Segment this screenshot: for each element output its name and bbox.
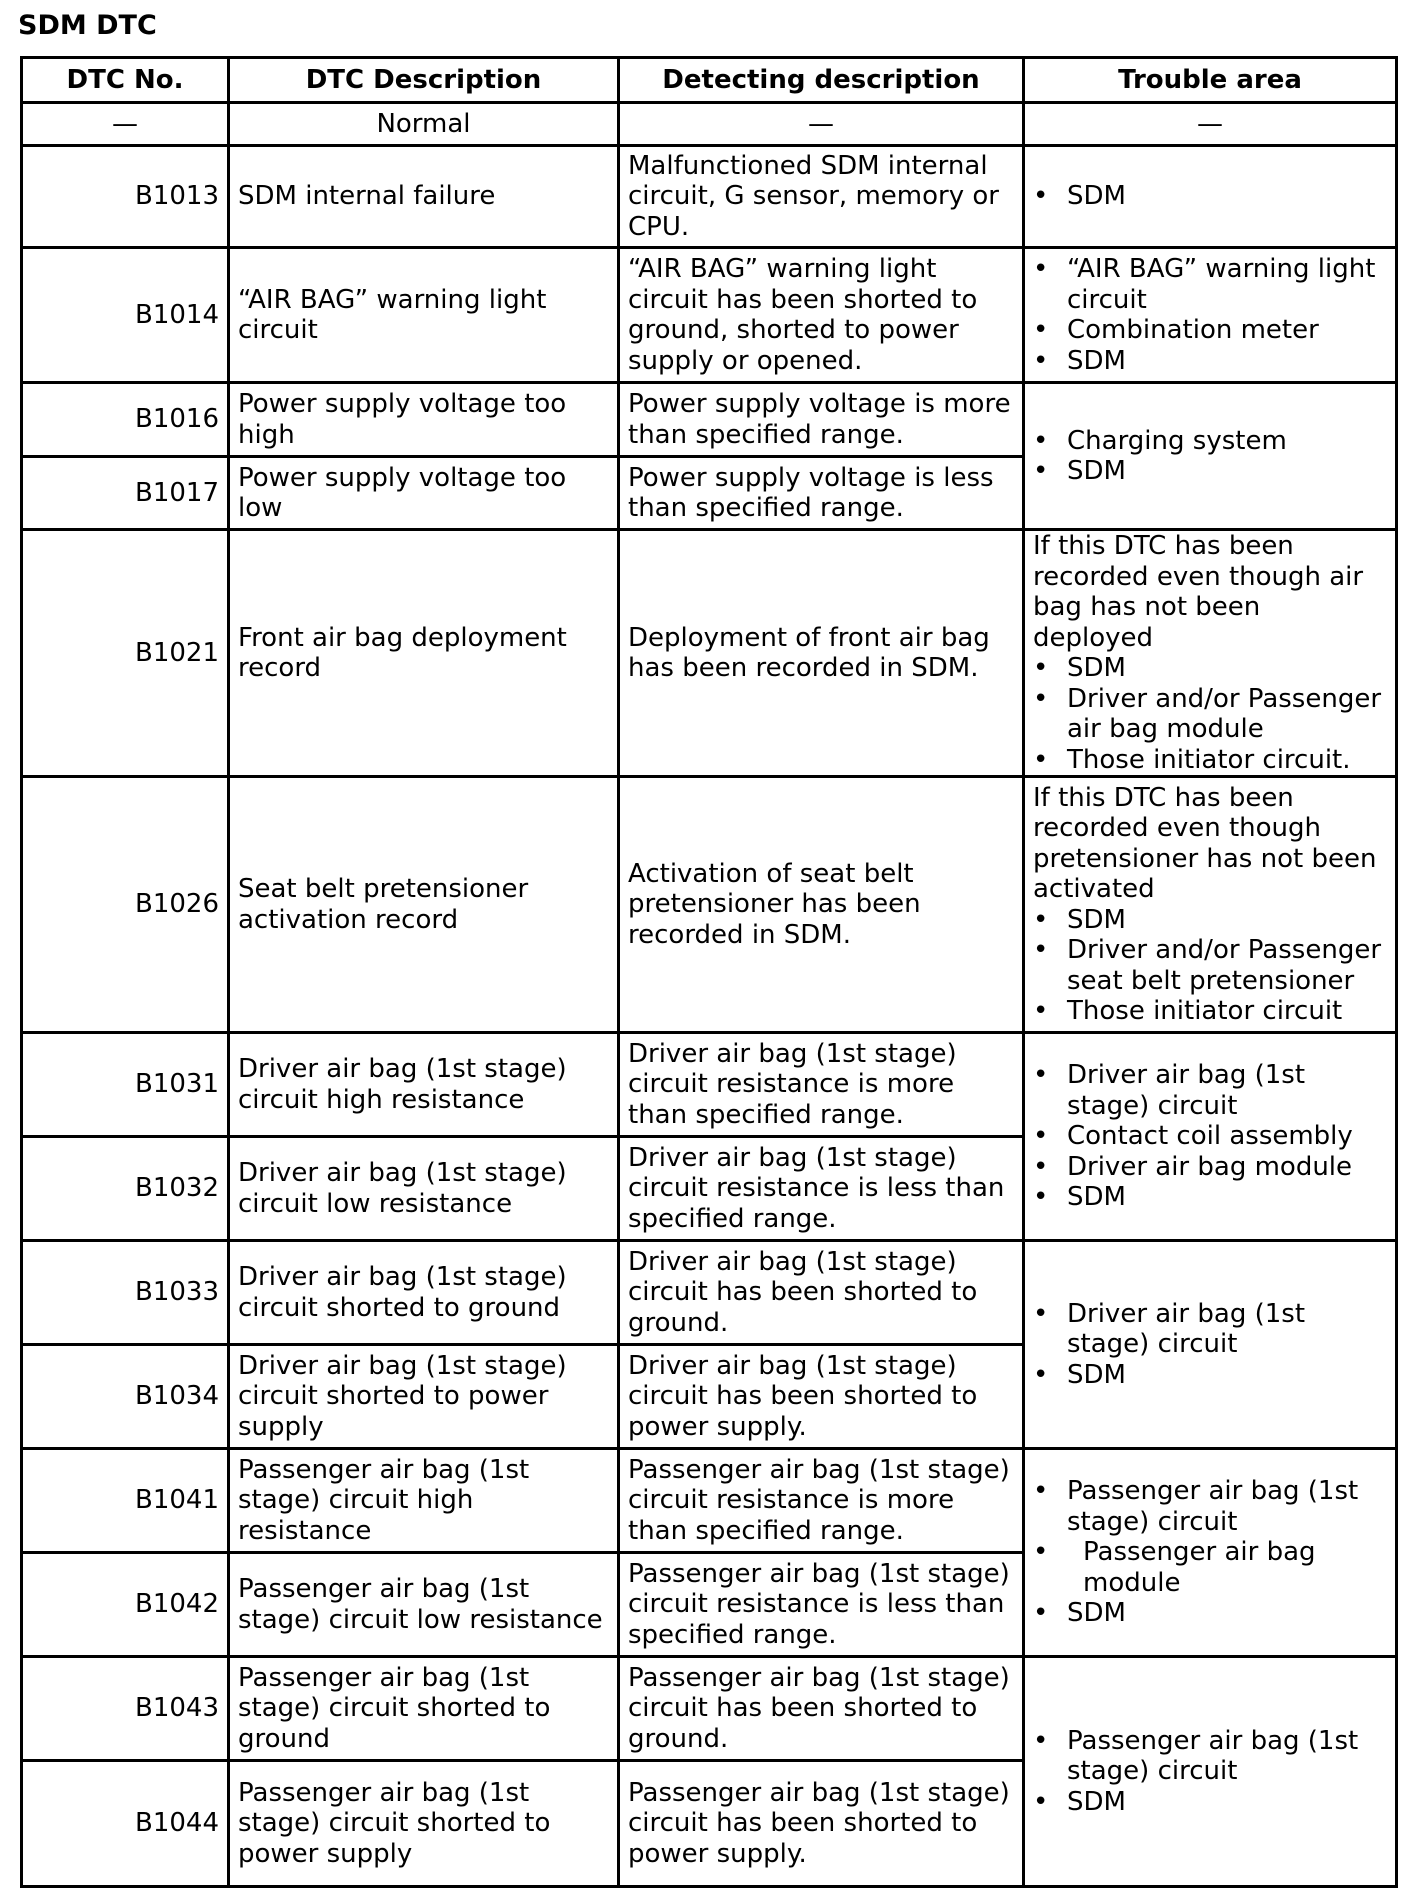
trouble-area-list <box>1033 653 1387 775</box>
dtc-no-cell: B1014 <box>22 248 229 383</box>
trouble-area-item: • Driver air bag module <box>1033 1152 1387 1183</box>
page-title: SDM DTC <box>18 10 157 41</box>
trouble-area-item: • Those initiator circuit. <box>1033 745 1387 776</box>
dtc-no-cell: B1041 <box>22 1449 229 1553</box>
trouble-area-cell <box>1024 1241 1397 1449</box>
dtc-description-cell: Front air bag deployment record <box>229 530 619 777</box>
detecting-description-cell: — <box>619 103 1024 146</box>
trouble-area-cell <box>1024 1657 1397 1887</box>
table-row <box>22 1449 1397 1553</box>
table-row <box>22 1657 1397 1761</box>
dtc-description-cell: Passenger air bag (1st stage) circuit high resistance <box>229 1449 619 1553</box>
detecting-description-cell: “AIR BAG” warning light circuit has been shorted to ground, shorted to power supply or opened. <box>619 248 1024 383</box>
trouble-area-item: • Charging system <box>1033 426 1387 457</box>
trouble-area-item: • SDM <box>1033 653 1387 684</box>
dtc-no-cell: B1044 <box>22 1761 229 1887</box>
dtc-no-cell: B1032 <box>22 1137 229 1241</box>
dtc-description-cell: Driver air bag (1st stage) circuit low resistance <box>229 1137 619 1241</box>
trouble-area-item: • SDM <box>1033 1598 1387 1629</box>
dtc-no-cell: B1042 <box>22 1553 229 1657</box>
table-row <box>22 248 1397 383</box>
trouble-area-item: • Contact coil assembly <box>1033 1121 1387 1152</box>
dtc-description-cell: Seat belt pretensioner activation record <box>229 777 619 1033</box>
dtc-no-cell: B1021 <box>22 530 229 777</box>
trouble-area-item: • SDM <box>1033 346 1387 377</box>
trouble-area-item: • SDM <box>1033 1182 1387 1213</box>
header-trouble-area: Trouble area <box>1024 58 1397 103</box>
table-row <box>22 383 1397 457</box>
dtc-no-cell: B1013 <box>22 146 229 248</box>
trouble-area-list <box>1033 1476 1387 1629</box>
detecting-description-cell: Passenger air bag (1st stage) circuit has been shorted to power supply. <box>619 1761 1024 1887</box>
trouble-area-list <box>1033 426 1387 487</box>
trouble-area-item: • Passenger air bag module <box>1033 1537 1387 1598</box>
table-row-normal <box>22 103 1397 146</box>
dtc-description-cell: SDM internal failure <box>229 146 619 248</box>
trouble-area-item: • SDM <box>1033 905 1387 936</box>
detecting-description-cell: Malfunctioned SDM internal circuit, G sensor, memory or CPU. <box>619 146 1024 248</box>
header-dtc-description: DTC Description <box>229 58 619 103</box>
dtc-table <box>20 56 1398 1888</box>
dtc-description-cell: Passenger air bag (1st stage) circuit low resistance <box>229 1553 619 1657</box>
table-row <box>22 530 1397 777</box>
detecting-description-cell: Driver air bag (1st stage) circuit resistance is more than specified range. <box>619 1033 1024 1137</box>
trouble-area-item: • Passenger air bag (1st stage) circuit <box>1033 1726 1387 1787</box>
dtc-no-cell: — <box>22 103 229 146</box>
trouble-area-item: • Combination meter <box>1033 315 1387 346</box>
dtc-description-cell: Passenger air bag (1st stage) circuit shorted to ground <box>229 1657 619 1761</box>
trouble-area-item: • Driver and/or Passenger air bag module <box>1033 684 1387 745</box>
detecting-description-cell: Deployment of front air bag has been recorded in SDM. <box>619 530 1024 777</box>
detecting-description-cell: Power supply voltage is more than specified range. <box>619 383 1024 457</box>
trouble-area-cell <box>1024 1449 1397 1657</box>
dtc-no-cell: B1033 <box>22 1241 229 1345</box>
detecting-description-cell: Passenger air bag (1st stage) circuit resistance is less than specified range. <box>619 1553 1024 1657</box>
dtc-description-cell: Passenger air bag (1st stage) circuit shorted to power supply <box>229 1761 619 1887</box>
trouble-area-item: • Passenger air bag (1st stage) circuit <box>1033 1476 1387 1537</box>
trouble-area-item: • “AIR BAG” warning light circuit <box>1033 254 1387 315</box>
trouble-area-cell <box>1024 777 1397 1033</box>
detecting-description-cell: Passenger air bag (1st stage) circuit resistance is more than specified range. <box>619 1449 1024 1553</box>
dtc-no-cell: B1034 <box>22 1345 229 1449</box>
trouble-area-item: • Driver air bag (1st stage) circuit <box>1033 1299 1387 1360</box>
dtc-description-cell: Driver air bag (1st stage) circuit shorted to ground <box>229 1241 619 1345</box>
dtc-no-cell: B1016 <box>22 383 229 457</box>
trouble-area-cell <box>1024 1033 1397 1241</box>
dtc-description-cell: Normal <box>229 103 619 146</box>
dtc-no-cell: B1031 <box>22 1033 229 1137</box>
dtc-description-cell: Driver air bag (1st stage) circuit shorted to power supply <box>229 1345 619 1449</box>
trouble-area-list <box>1033 1726 1387 1818</box>
header-dtc-no: DTC No. <box>22 58 229 103</box>
trouble-area-item: • SDM <box>1033 456 1387 487</box>
detecting-description-cell: Passenger air bag (1st stage) circuit has been shorted to ground. <box>619 1657 1024 1761</box>
trouble-area-item: • Driver and/or Passenger seat belt pretensioner <box>1033 935 1387 996</box>
table-row <box>22 1033 1397 1137</box>
trouble-area-cell: — <box>1024 103 1397 146</box>
trouble-area-cell <box>1024 248 1397 383</box>
trouble-area-item: • SDM <box>1033 1787 1387 1818</box>
trouble-area-intro: If this DTC has been recorded even though air bag has not been deployed <box>1033 531 1364 653</box>
trouble-area-cell <box>1024 530 1397 777</box>
trouble-area-cell <box>1024 146 1397 248</box>
trouble-area-item: • SDM <box>1033 1360 1387 1391</box>
detecting-description-cell: Activation of seat belt pretensioner has been recorded in SDM. <box>619 777 1024 1033</box>
detecting-description-cell: Driver air bag (1st stage) circuit has been shorted to ground. <box>619 1241 1024 1345</box>
trouble-area-cell <box>1024 383 1397 530</box>
dtc-description-cell: Power supply voltage too low <box>229 457 619 530</box>
table-row <box>22 1241 1397 1345</box>
dtc-description-cell: Power supply voltage too high <box>229 383 619 457</box>
trouble-area-list <box>1033 181 1387 212</box>
detecting-description-cell: Driver air bag (1st stage) circuit resistance is less than specified range. <box>619 1137 1024 1241</box>
trouble-area-intro: If this DTC has been recorded even though pretensioner has not been activated <box>1033 782 1377 904</box>
trouble-area-item: • Those initiator circuit <box>1033 996 1387 1027</box>
trouble-area-list <box>1033 254 1387 376</box>
dtc-no-cell: B1017 <box>22 457 229 530</box>
header-detecting-description: Detecting description <box>619 58 1024 103</box>
detecting-description-cell: Driver air bag (1st stage) circuit has been shorted to power supply. <box>619 1345 1024 1449</box>
trouble-area-list <box>1033 1060 1387 1213</box>
table-row <box>22 146 1397 248</box>
trouble-area-item: • Driver air bag (1st stage) circuit <box>1033 1060 1387 1121</box>
dtc-no-cell: B1043 <box>22 1657 229 1761</box>
detecting-description-cell: Power supply voltage is less than specified range. <box>619 457 1024 530</box>
dtc-description-cell: Driver air bag (1st stage) circuit high resistance <box>229 1033 619 1137</box>
trouble-area-item: • SDM <box>1033 181 1387 212</box>
header-row <box>22 58 1397 103</box>
trouble-area-list <box>1033 905 1387 1027</box>
trouble-area-list <box>1033 1299 1387 1391</box>
dtc-no-cell: B1026 <box>22 777 229 1033</box>
table-row <box>22 777 1397 1033</box>
dtc-description-cell: “AIR BAG” warning light circuit <box>229 248 619 383</box>
